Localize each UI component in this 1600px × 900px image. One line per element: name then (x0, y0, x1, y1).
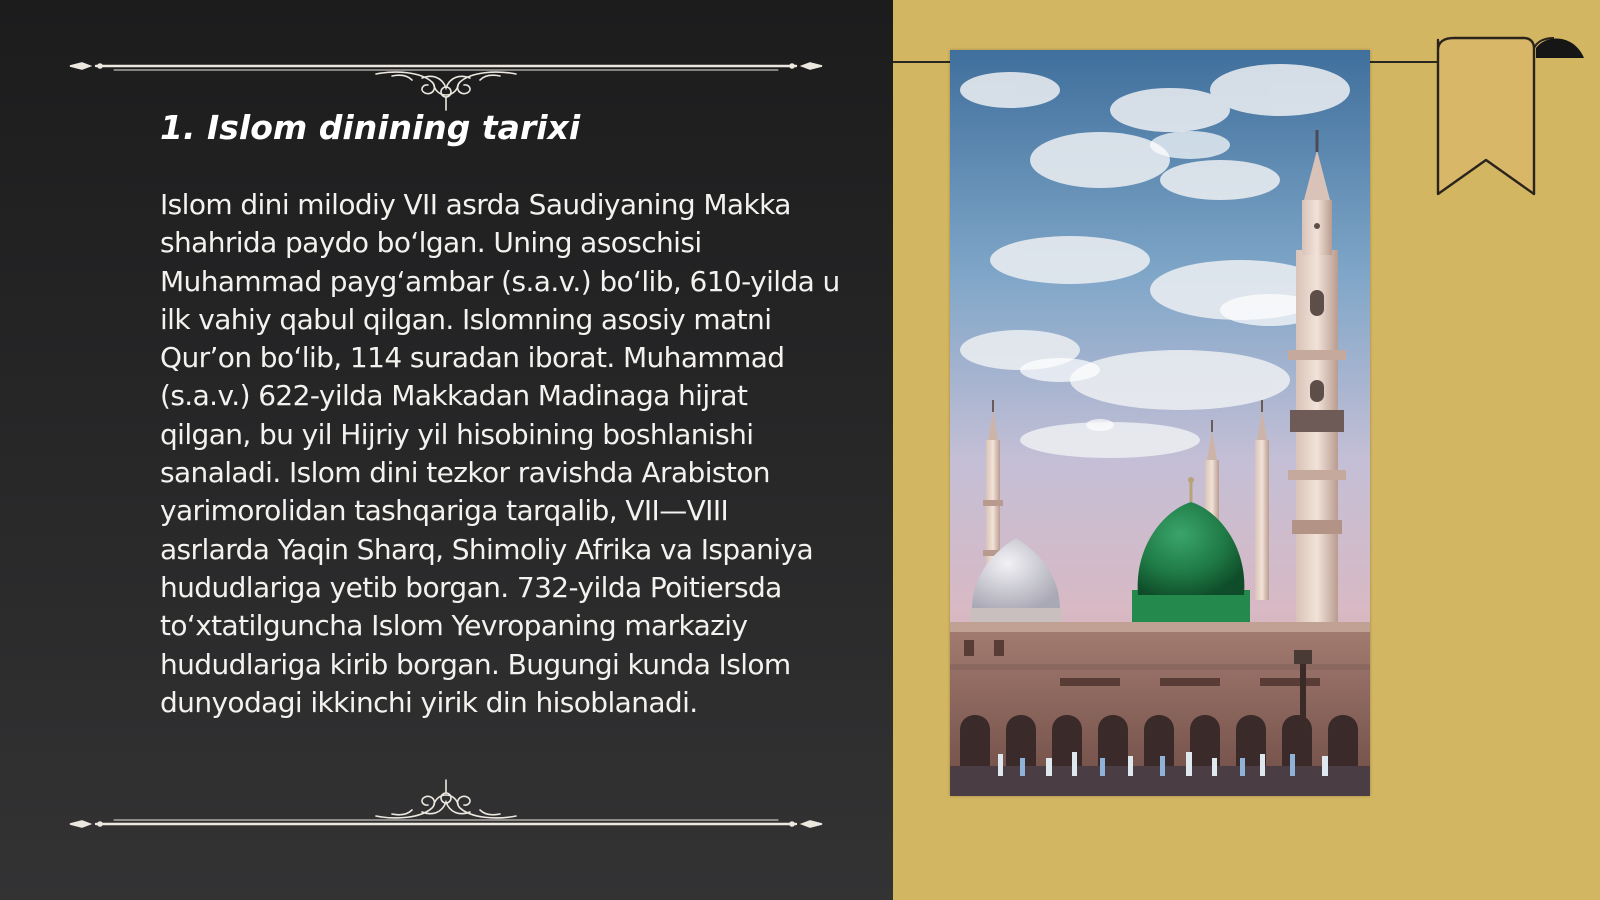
bottom-ornament-divider (66, 774, 826, 838)
mosque-photo (950, 50, 1370, 796)
slide-body-text: Islom dini milodiy VII asrda Saudiyaning Makka shahrida paydo bo‘lgan. Uning asoschisi Muhammad payg‘ambar (s.a.v.) bo‘lib, 610-yilda u ilk vahiy qabul qilgan. Islomning asosiy matni Qur’on bo‘lib, 114 suradan iborat. Muhammad (s.a.v.) 622-yilda Makkadan Madinaga hijrat qilgan, bu yil Hijriy yil hisobining boshlanishi sanaladi. Islom dini tezkor ravishda Arabiston yarimorolidan tashqariga tarqalib, VII—VIII asrlarda Yaqin Sharq, Shimoliy Afrika va Ispaniya hududlariga yetib borgan. 732-yilda Poitiersda to‘xtatilguncha Islom Yevropaning markaziy hududlariga kirib borgan. Bugungi kunda Islom dunyodagi ikkinchi yirik din hisoblanadi. (160, 188, 840, 719)
bookmark-ribbon-icon (1434, 36, 1590, 200)
bookmark-ribbon (1434, 36, 1590, 200)
hanging-string-right (1370, 61, 1440, 63)
scroll-divider-icon (66, 774, 826, 838)
slide-title: 1. Islom dinining tarixi (160, 108, 581, 147)
hanging-string-left (893, 61, 951, 63)
